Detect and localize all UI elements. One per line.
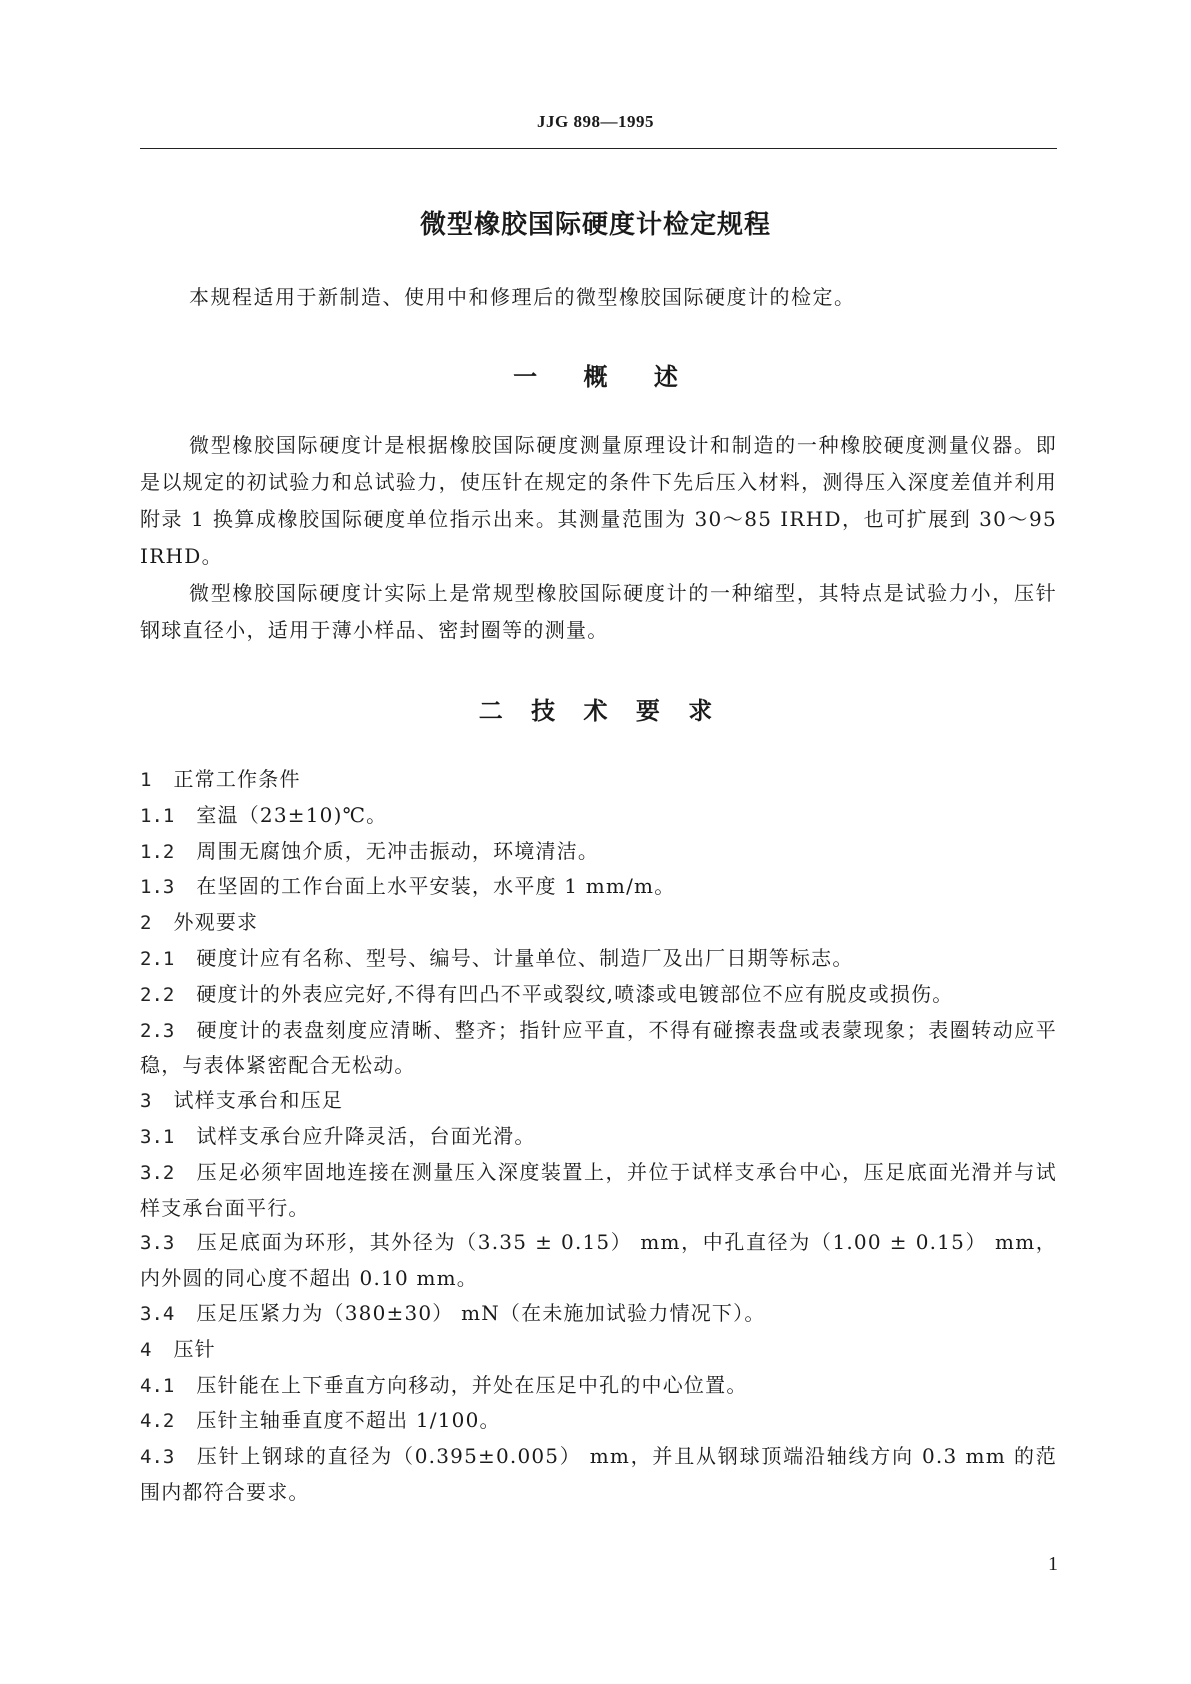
clause-number: 3.3 [140,1232,175,1255]
clause-number: 3.2 [140,1161,175,1184]
requirements-list [140,762,1057,1510]
clause-number: 2.3 [140,1019,175,1042]
clause-text: 正常工作条件 [173,767,301,791]
clause-text: 硬度计应有名称、型号、编号、计量单位、制造厂及出厂日期等标志。 [196,945,854,970]
clause-text: 室温（23±10)℃。 [196,802,388,827]
header-rule [140,148,1057,149]
overview-paragraph-2: 微型橡胶国际硬度计实际上是常规型橡胶国际硬度计的一种缩型，其特点是试验力小，压针钢球直径小，适用于薄小样品、密封圈等的测量。 [140,581,1057,642]
clause-number: 4 [140,1338,152,1361]
clause-text: 试样支承台应升降灵活，台面光滑。 [196,1123,536,1148]
clause-number: 3.1 [140,1125,175,1148]
clause-text: 压足压紧力为（380±30） mN（在未施加试验力情况下）。 [196,1300,766,1325]
requirement-item [140,1368,1057,1404]
requirement-item [140,1013,1057,1084]
clause-number: 2.1 [140,947,175,970]
requirement-item [140,905,1057,941]
clause-number: 4.2 [140,1410,175,1433]
clause-number: 4.1 [140,1374,175,1397]
section-heading-overview: 一 概 述 [513,363,678,391]
clause-number: 2.2 [140,983,175,1006]
requirement-item [140,869,1057,905]
clause-number: 1.1 [140,804,175,827]
clause-number: 4.3 [140,1446,175,1469]
requirement-item [140,1225,1057,1296]
document-code-header: JJG 898—1995 [537,112,654,131]
clause-text: 试样支承台和压足 [173,1088,344,1113]
page-number: 1 [1048,1553,1058,1575]
requirement-item [140,941,1057,977]
requirement-item [140,1332,1057,1368]
clause-text: 压针主轴垂直度不超出 1/100。 [196,1408,501,1433]
requirement-item [140,834,1057,870]
section-heading-technical-requirements: 二 技 术 要 求 [478,697,713,725]
clause-number: 3.4 [140,1302,175,1325]
clause-text: 压针 [173,1336,216,1361]
clause-text: 压针上钢球的直径为（0.395±0.005） mm，并且从钢球顶端沿轴线方向 0.3 mm 的范围内都符合要求。 [140,1444,1057,1504]
requirement-item [140,1296,1057,1332]
overview-paragraph-1: 微型橡胶国际硬度计是根据橡胶国际硬度测量原理设计和制造的一种橡胶硬度测量仪器。即是以规定的初试验力和总试验力，使压针在规定的条件下先后压入材料，测得压入深度差值并利用附录 1 换算成橡胶国际硬度单位指示出来。其测量范围为 30～85 IRHD，也可扩展到 30～95 IRHD。 [140,433,1057,568]
requirement-item [140,977,1057,1013]
scope-statement: 本规程适用于新制造、使用中和修理后的微型橡胶国际硬度计的检定。 [189,285,856,309]
clause-text: 压针能在上下垂直方向移动，并处在压足中孔的中心位置。 [196,1372,748,1397]
clause-text: 周围无腐蚀介质，无冲击振动，环境清洁。 [196,838,600,863]
clause-text: 压足底面为环形，其外径为（3.35 ± 0.15） mm，中孔直径为（1.00 ± 0.15） mm，内外圆的同心度不超出 0.10 mm。 [140,1230,1057,1291]
clause-text: 压足必须牢固地连接在测量压入深度装置上，并位于试样支承台中心，压足底面光滑并与试样支承台面平行。 [140,1159,1057,1220]
clause-text: 外观要求 [173,910,259,935]
requirement-item [140,1403,1057,1439]
requirement-item [140,1439,1057,1510]
requirement-item [140,1119,1057,1155]
requirement-item [140,762,1057,798]
document-title: 微型橡胶国际硬度计检定规程 [419,210,771,240]
clause-text: 在坚固的工作台面上水平安装，水平度 1 mm/m。 [196,874,676,899]
clause-number: 1.2 [140,840,175,863]
requirement-item [140,798,1057,834]
requirement-item [140,1155,1057,1226]
clause-number: 1.3 [140,876,175,899]
requirement-item [140,1083,1057,1119]
clause-text: 硬度计的表盘刻度应清晰、整齐；指针应平直，不得有碰擦表盘或表蒙现象；表圈转动应平稳，与表体紧密配合无松动。 [140,1017,1057,1078]
clause-text: 硬度计的外表应完好,不得有凹凸不平或裂纹,喷漆或电镀部位不应有脱皮或损伤。 [196,981,954,1006]
clause-number: 2 [140,912,152,935]
clause-number: 3 [140,1090,152,1113]
clause-number: 1 [140,769,152,791]
